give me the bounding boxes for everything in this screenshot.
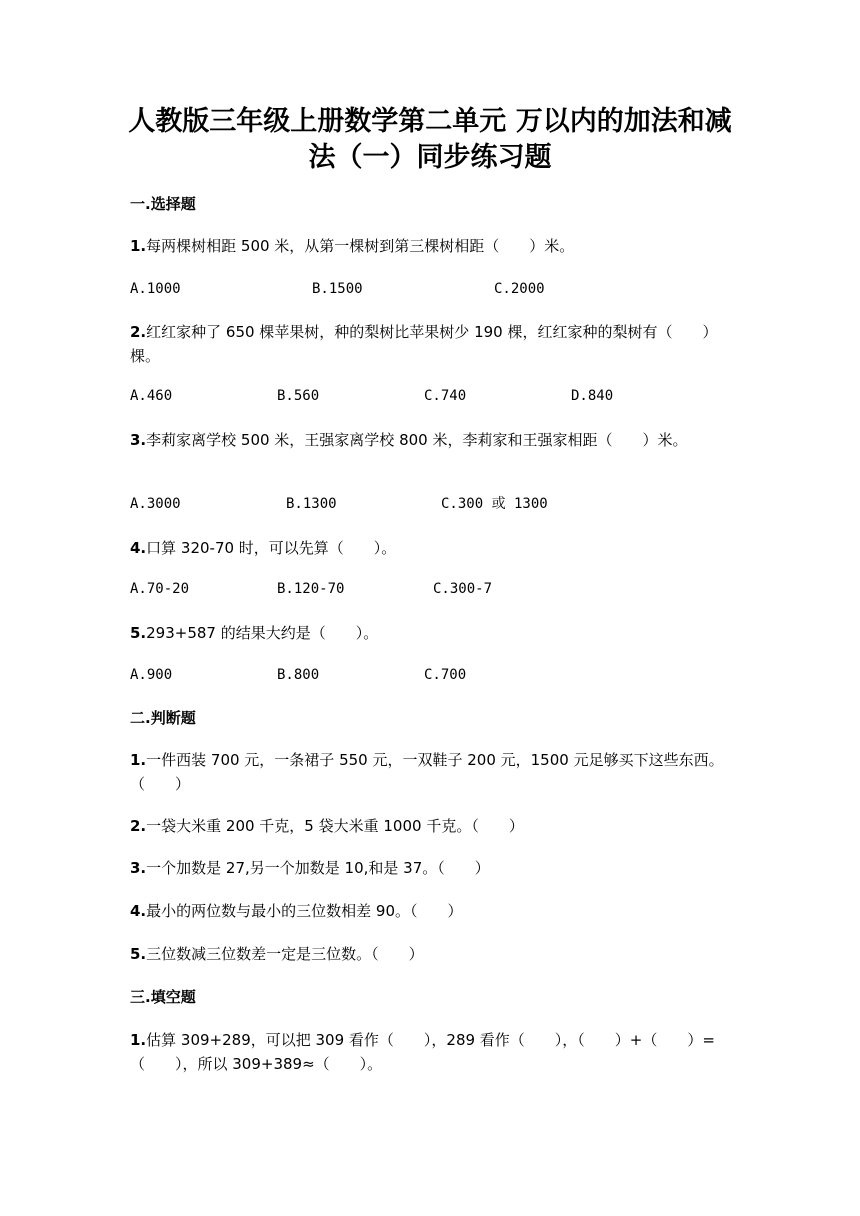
question-text: 一袋大米重 200 千克，5 袋大米重 1000 千克。（ ） bbox=[146, 817, 524, 835]
page-title-line-2: 法（一）同步练习题 bbox=[308, 142, 552, 173]
question-text: 口算 320-70 时，可以先算（ ）。 bbox=[146, 539, 397, 557]
option-c: C.300 或 1300 bbox=[441, 496, 548, 512]
question-text: 三位数减三位数差一定是三位数。（ ） bbox=[146, 945, 424, 963]
question-text: 一件西装 700 元，一条裙子 550 元，一双鞋子 200 元，1500 元足够买下这些东西。（ ） bbox=[130, 751, 724, 793]
choice-question-1 bbox=[130, 234, 730, 258]
section-heading-choice: 一.选择题 bbox=[130, 195, 196, 213]
question-text: 每两棵树相距 500 米，从第一棵树到第三棵树相距（ ）米。 bbox=[146, 237, 575, 255]
question-number: 2. bbox=[130, 323, 147, 341]
question-text: 李莉家离学校 500 米，王强家离学校 800 米，李莉家和王强家相距（ ）米。 bbox=[146, 431, 688, 449]
question-number: 3. bbox=[130, 431, 147, 449]
option-b: B.800 bbox=[277, 667, 320, 683]
choice-options-2 bbox=[130, 385, 730, 407]
section-heading-fill: 三.填空题 bbox=[130, 988, 196, 1006]
question-number: 1. bbox=[130, 237, 147, 255]
choice-options-3 bbox=[130, 493, 730, 515]
question-number: 3. bbox=[130, 859, 147, 877]
question-text: 红红家种了 650 棵苹果树，种的梨树比苹果树少 190 棵，红红家种的梨树有（ ）棵。 bbox=[130, 323, 718, 365]
option-a: A.3000 bbox=[130, 496, 181, 512]
question-number: 5. bbox=[130, 945, 147, 963]
option-c: C.300-7 bbox=[433, 581, 493, 597]
choice-question-3 bbox=[130, 428, 730, 452]
question-number: 2. bbox=[130, 817, 147, 835]
judge-question-2 bbox=[130, 814, 730, 838]
question-number: 4. bbox=[130, 539, 147, 557]
option-b: B.560 bbox=[277, 388, 320, 404]
question-number: 1. bbox=[130, 1031, 147, 1049]
judge-question-5 bbox=[130, 942, 730, 966]
option-a: A.460 bbox=[130, 388, 173, 404]
option-d: D.840 bbox=[571, 388, 614, 404]
judge-question-1 bbox=[130, 748, 730, 796]
choice-question-4 bbox=[130, 536, 730, 560]
question-text: 最小的两位数与最小的三位数相差 90。（ ） bbox=[146, 902, 463, 920]
option-c: C.700 bbox=[424, 667, 467, 683]
option-b: B.1500 bbox=[312, 281, 363, 297]
question-text: 293+587 的结果大约是（ ）。 bbox=[146, 624, 379, 642]
option-c: C.2000 bbox=[494, 281, 545, 297]
question-text: 估算 309+289，可以把 309 看作（ ），289 看作（ ），（ ）+（ ）=（ ），所以 309+389≈（ ）。 bbox=[130, 1031, 715, 1073]
page-title-line-1: 人教版三年级上册数学第二单元 万以内的加法和减 bbox=[128, 106, 732, 137]
question-number: 4. bbox=[130, 902, 147, 920]
question-number: 1. bbox=[130, 751, 147, 769]
judge-question-3 bbox=[130, 856, 730, 880]
choice-options-1 bbox=[130, 278, 730, 300]
option-c: C.740 bbox=[424, 388, 467, 404]
option-b: B.1300 bbox=[286, 496, 337, 512]
question-text: 一个加数是 27,另一个加数是 10,和是 37。（ ） bbox=[146, 859, 490, 877]
choice-question-2 bbox=[130, 320, 730, 368]
choice-options-4 bbox=[130, 578, 730, 600]
section-heading-judge: 二.判断题 bbox=[130, 709, 196, 727]
option-a: A.70-20 bbox=[130, 581, 190, 597]
option-a: A.900 bbox=[130, 667, 173, 683]
option-b: B.120-70 bbox=[277, 581, 345, 597]
judge-question-4 bbox=[130, 899, 730, 923]
question-number: 5. bbox=[130, 624, 147, 642]
fill-question-1 bbox=[130, 1028, 730, 1076]
choice-options-5 bbox=[130, 664, 730, 686]
choice-question-5 bbox=[130, 621, 730, 645]
option-a: A.1000 bbox=[130, 281, 181, 297]
